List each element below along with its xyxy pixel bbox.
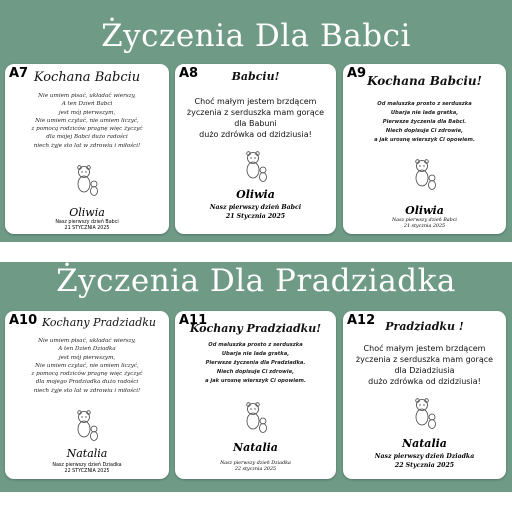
- poem-line: Nie umiem czytać, nie umiem liczyć,: [35, 117, 139, 124]
- card-poem: [175, 96, 336, 140]
- poem-line: Pierwsze życzenia dla Pradziadka.: [205, 360, 306, 366]
- poem-line: jest mój pierwszym,: [58, 109, 116, 116]
- card-a11[interactable]: [175, 311, 336, 479]
- teddy-bear-icon: [244, 401, 268, 433]
- signature-subtitle: Nasz pierwszy dzień Babci: [392, 218, 457, 223]
- card-a12[interactable]: [343, 311, 506, 479]
- teddy-bear-icon: [413, 397, 437, 429]
- poem-line: Nie umiem czytać, nie umiem liczyć,: [35, 362, 139, 369]
- poem-line: Niech dopisuje Ci zdrowie,: [385, 128, 464, 134]
- poem-line: Niech dopisuje Ci zdrowie,: [216, 369, 295, 375]
- pradziadek-section-title: Życzenia Dla Pradziadka: [56, 263, 456, 299]
- poem-line: życzenia z serduszka mam gorące: [186, 108, 325, 117]
- poem-line: Od maluszka prosto z serduszka: [377, 101, 472, 107]
- poem-line: A ten Dzień Dziadka: [58, 346, 116, 353]
- poem-line: Nie umiem pisać, układać wierszy,: [38, 93, 136, 99]
- poem-line: jest mój pierwszym,: [58, 354, 116, 361]
- signature-subtitle: Nasz pierwszy dzień Babci: [55, 220, 119, 225]
- card-poem: [5, 92, 169, 150]
- card-code: A9: [347, 66, 367, 81]
- signature-name: Oliwia: [236, 188, 275, 201]
- poem-line: niech żyje sto lat w zdrowiu i miłości!: [33, 387, 141, 394]
- poem-line: dla mojego Pradziadka dużo radości: [35, 379, 139, 386]
- poem-line: Choć małym jestem brzdącem: [363, 344, 486, 353]
- card-code: A8: [179, 66, 199, 81]
- card-title: Kochana Babciu!: [367, 74, 482, 88]
- teddy-bear-icon: [413, 158, 437, 190]
- poem-line: Choć małym jestem brzdącem: [194, 97, 317, 106]
- card-title: Kochany Pradziadku: [41, 316, 157, 329]
- poem-line: z pomocą rodziców pragnę więc życzyć: [31, 126, 143, 133]
- signature-name: Natalia: [233, 441, 278, 454]
- card-a8[interactable]: [175, 64, 336, 234]
- poem-line: dużo zdrówka od dzidziusia!: [199, 130, 312, 139]
- poem-line: Od maluszka prosto z serduszka: [208, 342, 303, 348]
- card-code: A7: [9, 66, 29, 81]
- signature-name: Oliwia: [405, 204, 444, 217]
- card-poem: [343, 100, 506, 145]
- signature-name: Natalia: [402, 437, 447, 450]
- signature-date: 22 Stycznia 2025: [394, 462, 455, 469]
- poem-line: dla mojej Babci dużo radości: [46, 134, 128, 141]
- card-a9[interactable]: [343, 64, 506, 234]
- poem-line: Nie umiem pisać, układać wierszy,: [38, 338, 136, 344]
- signature-date: 21 STYCZNIA 2025: [64, 226, 110, 231]
- card-title: Kochany Pradziadku!: [189, 322, 322, 335]
- poem-line: życzenia z serduszka mam gorące: [355, 355, 494, 364]
- signature-date: 22 STYCZNIA 2025: [64, 469, 110, 474]
- teddy-bear-icon: [75, 164, 99, 196]
- poem-line: niech żyje sto lat w zdrowiu i miłości!: [33, 142, 141, 149]
- poem-line: a jak urosnę wierszyk Ci opowiem.: [374, 137, 475, 143]
- card-title: Kochana Babciu: [33, 70, 141, 85]
- poem-line: Ubarja nie lada gratka,: [390, 110, 459, 116]
- poem-line: dużo zdrówka od dzidziusia!: [368, 377, 481, 386]
- signature-name: Oliwia: [69, 206, 105, 219]
- poem-line: z pomocą rodziców pragnę więc życzyć: [31, 371, 143, 378]
- signature-subtitle: Nasz pierwszy dzień Dziadka: [220, 461, 291, 466]
- poem-line: dla Dziadziusia: [394, 366, 455, 375]
- teddy-bear-icon: [75, 409, 99, 441]
- signature-subtitle: Nasz pierwszy dzień Dziadka: [52, 463, 122, 468]
- babcia-section-title: Życzenia Dla Babci: [101, 18, 411, 54]
- card-code: A12: [347, 313, 376, 328]
- card-title: Babciu!: [231, 70, 280, 83]
- card-code: A10: [9, 313, 38, 328]
- card-poem: [5, 337, 169, 395]
- card-poem: [175, 341, 336, 386]
- poem-line: A ten Dzień Babci: [61, 101, 113, 108]
- poem-line: Ubarja nie lada gratka,: [221, 351, 290, 357]
- poem-line: dla Babuni: [234, 119, 277, 128]
- card-poem: [343, 343, 506, 387]
- signature-subtitle: Nasz pierwszy dzień Dziadka: [374, 453, 475, 460]
- signature-name: Natalia: [66, 447, 108, 460]
- signature-date: 21 stycznia 2025: [403, 224, 446, 229]
- card-title: Pradziadku !: [385, 320, 464, 333]
- signature-date: 21 Stycznia 2025: [225, 213, 286, 220]
- signature-date: 22 stycznia 2025: [234, 467, 277, 472]
- card-code: A11: [179, 313, 208, 328]
- signature-subtitle: Nasz pierwszy dzień Babci: [209, 204, 302, 211]
- teddy-bear-icon: [244, 150, 268, 182]
- card-a10[interactable]: [5, 311, 169, 479]
- card-a7[interactable]: [5, 64, 169, 234]
- poem-line: Pierwsze życzenia dla Babci.: [382, 119, 467, 125]
- poem-line: a jak urosnę wierszyk Ci opowiem.: [205, 378, 306, 384]
